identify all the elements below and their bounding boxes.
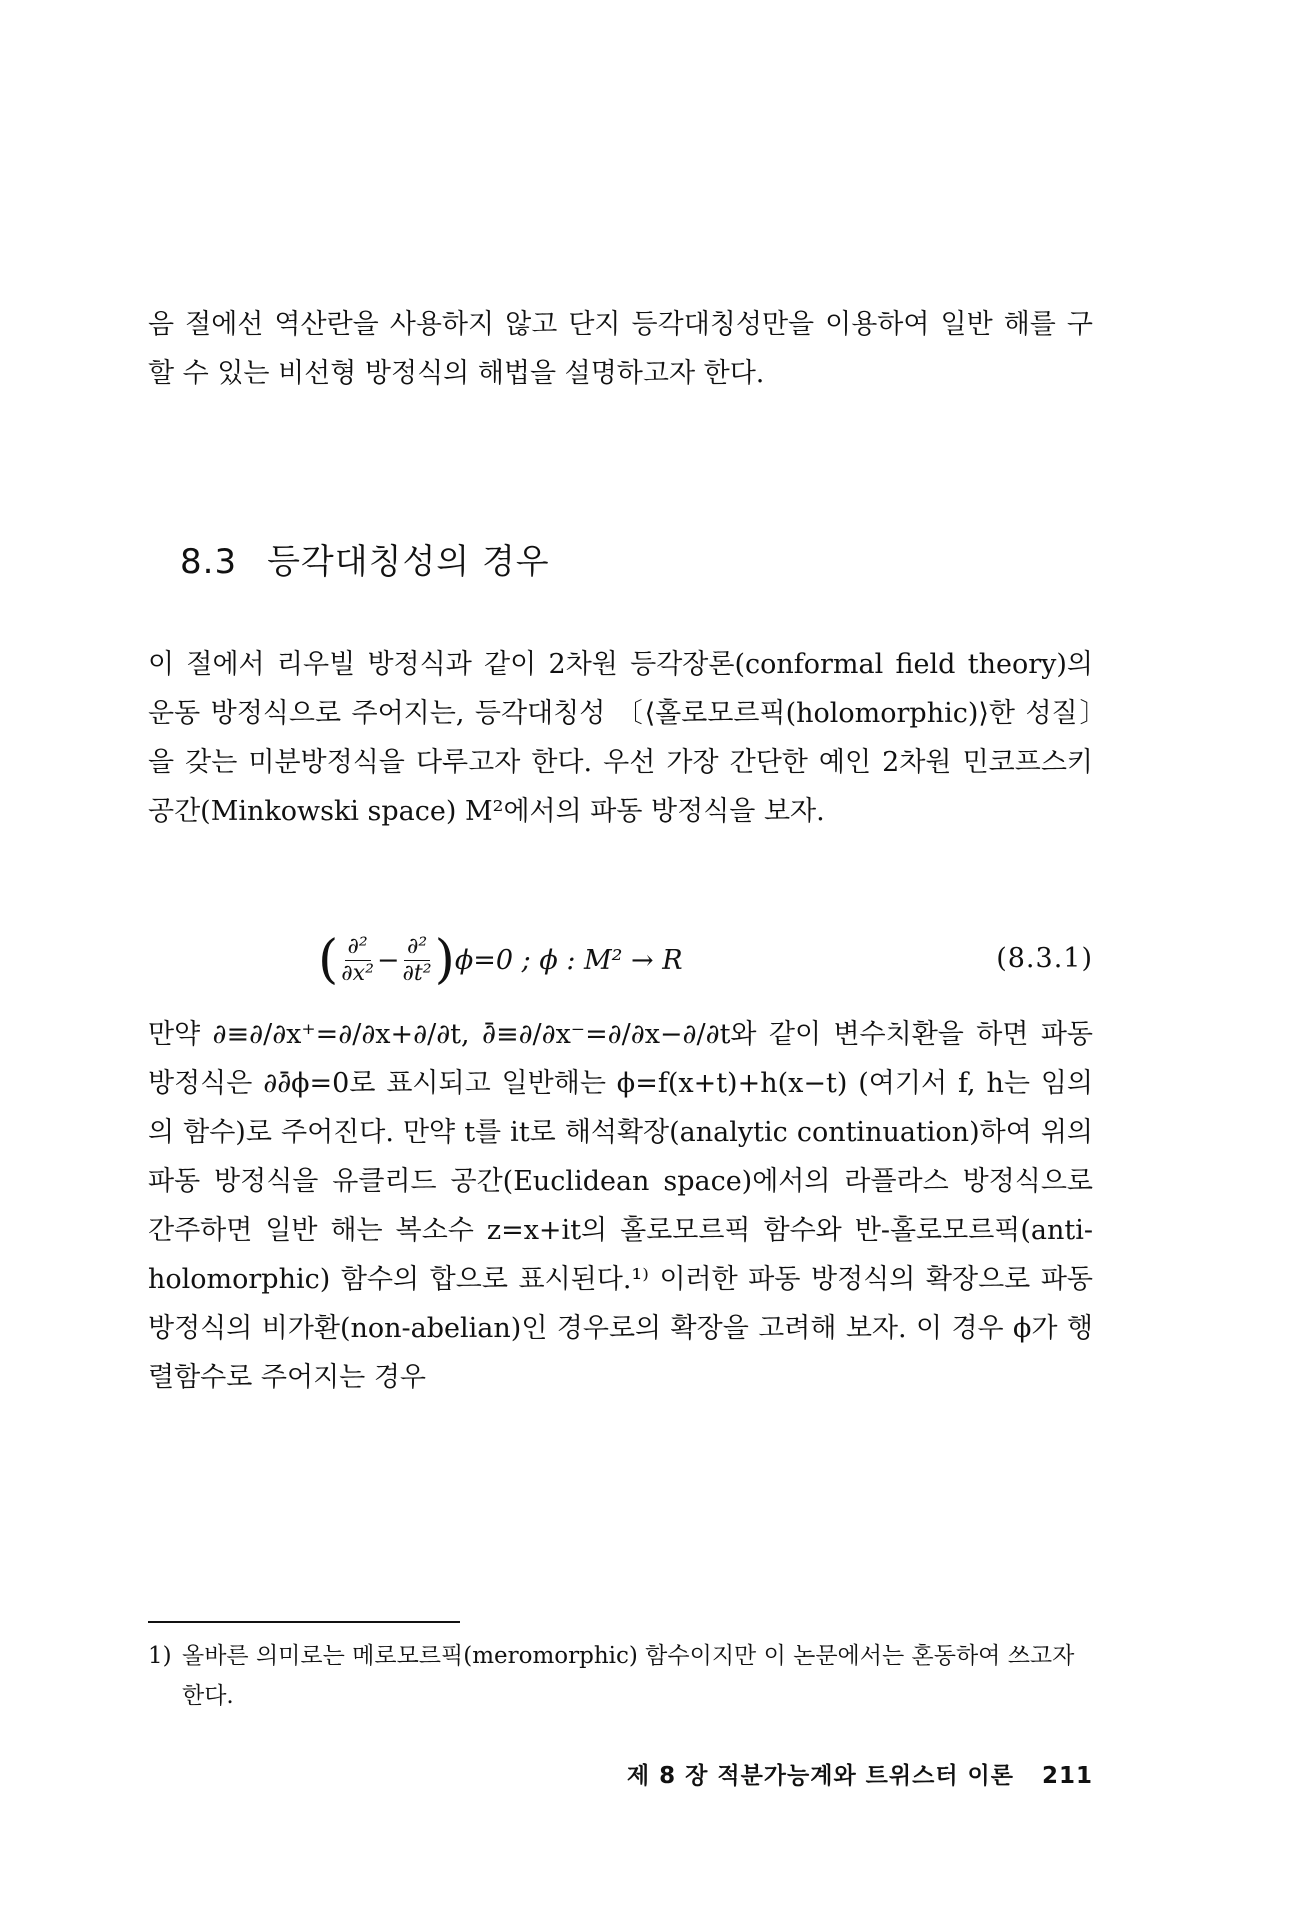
section-title: 등각대칭성의 경우 [267, 542, 550, 582]
paragraph-2: 만약 ∂≡∂/∂x⁺=∂/∂x+∂/∂t, ∂̄≡∂/∂x⁻=∂/∂x−∂/∂t와 같이 변수치환을 하면 파동 방정식은 ∂∂̄ϕ=0로 표시되고 일반해는 ϕ=f(x+t)+h(x−t) (여기서 f, h는 임의의 함수)로 주어진다. 만약 t를 it로 해석확장(analytic continuation)하여 위의 파동 방정식을 유클리드 공간(Euclidean space)에서의 라플라스 방정식으로 간주하면 일반 해는 복소수 z=x+it의 홀로모르픽 함수와 반-홀로모르픽(anti-holomorphic) 함수의 합으로 표시된다.¹⁾ 이러한 파동 방정식의 확장으로 파동 방정식의 비가환(non-abelian)인 경우로의 확장을 고려해 보자. 이 경우 ϕ가 행렬함수로 주어지는 경우 [148, 1019, 1093, 1393]
footer-chapter: 제 8 장 적분가능계와 트위스터 이론 [626, 1763, 1014, 1789]
fraction-1-numerator: ∂² [345, 934, 371, 961]
fraction-1 [341, 934, 374, 987]
fraction-1-denominator: ∂x² [341, 960, 374, 986]
equation-number: (8.3.1) [996, 943, 1093, 974]
running-footer [627, 1757, 1093, 1790]
open-paren: ( [318, 930, 339, 990]
section-number: 8.3 [180, 542, 238, 582]
paragraph-1: 이 절에서 리우빌 방정식과 같이 2차원 등각장론(conformal field theory)의 운동 방정식으로 주어지는, 등각대칭성 〔⟨홀로모르픽(holomorphic)⟩한 성질〕을 갖는 미분방정식을 다루고자 한다. 우선 가장 간단한 예인 2차원 민코프스키 공간(Minkowski space) M²에서의 파동 방정식을 보자. [148, 649, 1093, 827]
footnote [148, 1636, 1093, 1716]
fraction-2-denominator: ∂t² [402, 960, 432, 986]
section-heading [180, 534, 550, 583]
equation-rhs: ϕ=0 ; ϕ : M² → R [454, 944, 683, 976]
intro-paragraph: 음 절에선 역산란을 사용하지 않고 단지 등각대칭성만을 이용하여 일반 해를 구할 수 있는 비선형 방정식의 해법을 설명하고자 한다. [148, 309, 1093, 389]
fraction-2-numerator: ∂² [404, 934, 430, 961]
footnote-rule [148, 1621, 460, 1623]
close-paren: ) [434, 930, 455, 990]
footnote-text: 올바른 의미로는 메로모르픽(meromorphic) 함수이지만 이 논문에서는 혼동하여 쓰고자 한다. [182, 1643, 1075, 1709]
minus-sign: − [376, 944, 400, 976]
equation-8-3-1 [148, 925, 1093, 995]
page-number: 211 [1041, 1763, 1093, 1789]
fraction-2 [403, 934, 432, 987]
footnote-marker: 1) [148, 1643, 172, 1669]
